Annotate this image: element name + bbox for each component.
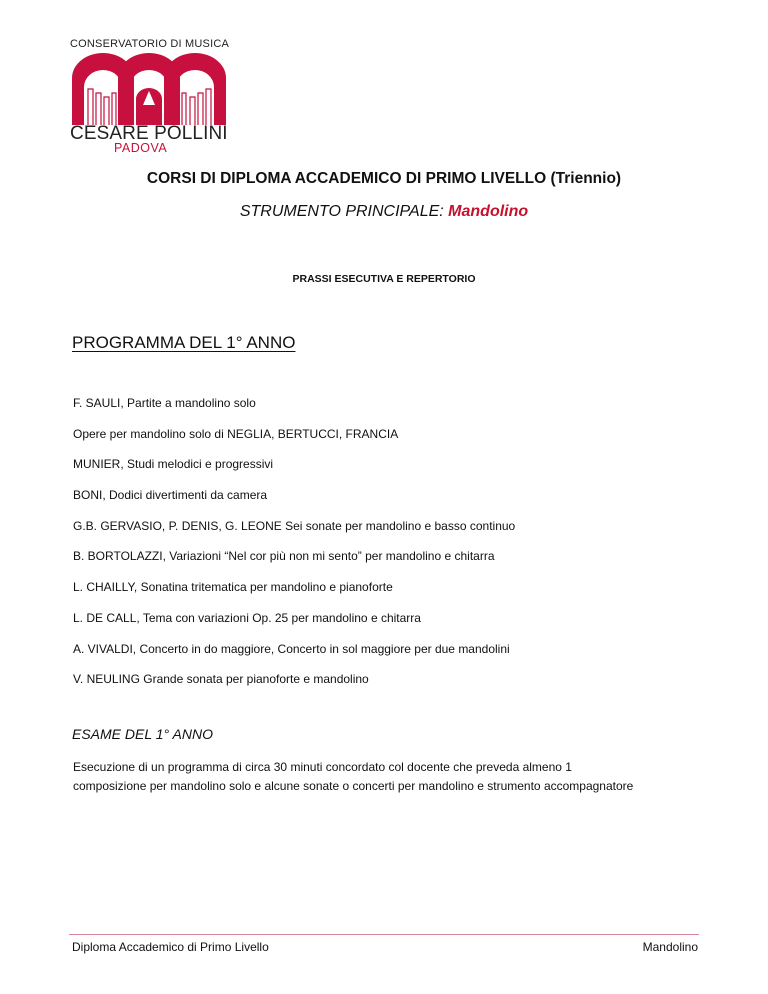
exam-heading: ESAME DEL 1° ANNO [72,726,213,742]
list-item: V. NEULING Grande sonata per pianoforte e mandolino [73,672,369,687]
subtitle-prefix: STRUMENTO PRINCIPALE: [239,203,449,220]
exam-line-2: composizione per mandolino solo e alcune sonate o concerti per mandolino e strumento accompagnatore [73,779,634,793]
footer-left-text: Diploma Accademico di Primo Livello [72,940,269,954]
document-title: CORSI DI DIPLOMA ACCADEMICO DI PRIMO LIVELLO (Triennio) [146,170,622,187]
logo-name-text: CESARE POLLINI [70,123,228,144]
exam-description [73,758,713,796]
logo-top-text: CONSERVATORIO DI MUSICA [70,38,230,50]
document-subtitle [0,203,768,221]
list-item: Opere per mandolino solo di NEGLIA, BERTUCCI, FRANCIA [73,426,399,441]
logo-city-text: PADOVA [114,141,168,155]
footer-right-text: Mandolino [642,940,698,954]
conservatory-logo [70,38,230,155]
list-item: B. BORTOLAZZI, Variazioni “Nel cor più non mi sento” per mandolino e chitarra [73,549,495,564]
list-item: G.B. GERVASIO, P. DENIS, G. LEONE Sei sonate per mandolino e basso continuo [73,518,516,533]
list-item: BONI, Dodici divertimenti da camera [73,488,268,503]
footer-divider [69,934,699,935]
section-label: PRASSI ESECUTIVA E REPERTORIO [292,273,476,285]
instrument-name: Mandolino [448,203,529,220]
list-item: A. VIVALDI, Concerto in do maggiore, Concerto in sol maggiore per due mandolini [73,641,510,656]
repertoire-list [73,395,515,702]
list-item: L. DE CALL, Tema con variazioni Op. 25 per mandolino e chitarra [73,610,421,625]
program-heading: PROGRAMMA DEL 1° ANNO [72,333,296,352]
list-item: MUNIER, Studi melodici e progressivi [73,457,274,472]
list-item: F. SAULI, Partite a mandolino solo [73,396,256,410]
exam-line-1: Esecuzione di un programma di circa 30 minuti concordato col docente che preveda almeno 1 [73,760,572,774]
organ-arches-logo-icon [70,53,230,125]
list-item: L. CHAILLY, Sonatina tritematica per mandolino e pianoforte [73,580,393,595]
